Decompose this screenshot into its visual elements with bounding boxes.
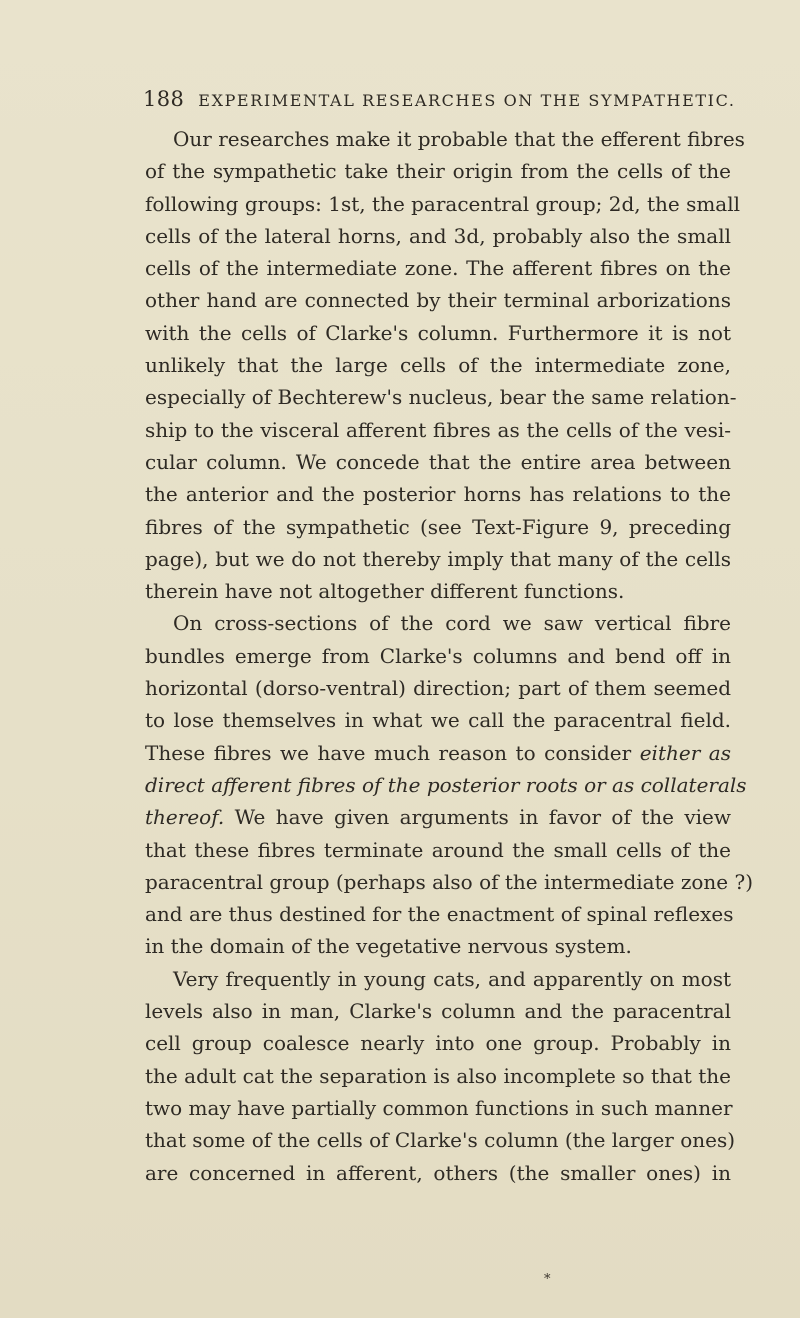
text-line: On cross-sections of the cord we saw vertical fibre xyxy=(173,611,731,636)
text-line: the adult cat the separation is also incomplete so that the xyxy=(145,1063,731,1088)
text-line: fibres of the sympathetic (see Text-Figure 9, preceding xyxy=(145,514,731,539)
footer-mark: * xyxy=(544,1272,551,1287)
italic-fragment: either as xyxy=(639,740,731,765)
text-line: paracentral group (perhaps also of the intermediate zone ?) xyxy=(145,869,754,894)
text-line: ship to the visceral afferent fibres as the cells of the vesi- xyxy=(145,417,731,442)
italic-fragment: thereof. xyxy=(145,805,225,830)
text-line: of the sympathetic take their origin from the cells of the xyxy=(145,159,731,184)
text-line: are concerned in afferent, others (the smaller ones) in xyxy=(145,1160,731,1185)
text-line: horizontal (dorso-ventral) direction; part of them seemed xyxy=(145,676,731,701)
text-line: that these fibres terminate around the small cells of the xyxy=(145,837,731,862)
text-line: cular column. We concede that the entire area between xyxy=(145,449,731,474)
text-line: page), but we do not thereby imply that many of the cells xyxy=(145,546,731,571)
text-line: bundles emerge from Clarke's columns and bend off in xyxy=(145,643,731,668)
text-line xyxy=(145,801,731,833)
text-line: to lose themselves in what we call the paracentral field. xyxy=(145,708,731,733)
text-line: especially of Bechterew's nucleus, bear the same relation- xyxy=(145,385,737,410)
text-line xyxy=(145,769,747,801)
text-line: cell group coalesce nearly into one group. Probably in xyxy=(145,1031,731,1056)
running-title: EXPERIMENTAL RESEARCHES ON THE SYMPATHETIC. xyxy=(198,91,736,110)
text-line: following groups: 1st, the paracentral group; 2d, the small xyxy=(145,191,741,216)
text-line: cells of the lateral horns, and 3d, probably also the small xyxy=(145,223,731,248)
italic-fragment: direct afferent fibres of the posterior roots or as collaterals xyxy=(145,772,747,797)
text-line: therein have not altogether different functions. xyxy=(145,579,625,604)
text-line: unlikely that the large cells of the intermediate zone, xyxy=(145,353,731,378)
text-line: in the domain of the vegetative nervous system. xyxy=(145,934,632,959)
text-line: Our researches make it probable that the efferent fibres xyxy=(173,127,745,151)
text-line: Very frequently in young cats, and apparently on most xyxy=(173,966,731,991)
page-number: 188 xyxy=(143,87,185,111)
text-fragment: We have given arguments in favor of the view xyxy=(224,805,731,830)
running-head xyxy=(143,87,743,111)
text-line: cells of the intermediate zone. The afferent fibres on the xyxy=(145,256,731,281)
body-text xyxy=(145,123,754,1189)
text-line: levels also in man, Clarke's column and the paracentral xyxy=(145,999,731,1024)
text-line: that some of the cells of Clarke's column (the larger ones) xyxy=(145,1128,736,1153)
text-line: with the cells of Clarke's column. Furthermore it is not xyxy=(145,320,731,345)
text-line: two may have partially common functions in such manner xyxy=(145,1095,733,1120)
text-line: other hand are connected by their terminal arborizations xyxy=(145,288,731,313)
text-line: the anterior and the posterior horns has relations to the xyxy=(145,482,731,507)
text-line: and are thus destined for the enactment of spinal reflexes xyxy=(145,902,734,927)
text-fragment: These fibres we have much reason to consider xyxy=(145,740,632,765)
text-line xyxy=(145,737,731,769)
